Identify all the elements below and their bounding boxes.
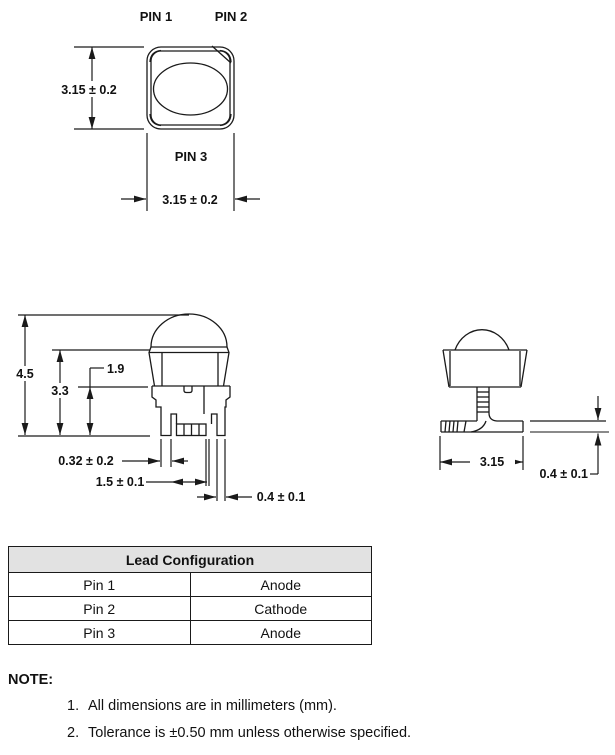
side-view-lead-thickness-dimension xyxy=(539,396,598,481)
side-view xyxy=(440,330,609,481)
pin1-label: PIN 1 xyxy=(139,9,173,24)
top-view-height-value: 3.15 ± 0.2 xyxy=(61,83,117,97)
table-title: Lead Configuration xyxy=(9,547,372,573)
notes-heading: NOTE: xyxy=(8,672,54,688)
note-number: 1. xyxy=(67,698,80,714)
front-view-standoff-dimension xyxy=(90,362,124,435)
top-view-package-outline xyxy=(147,46,234,129)
front-view-lead-pitch-dimension xyxy=(96,475,207,489)
lens-ellipse xyxy=(154,63,228,115)
lead-configuration-table xyxy=(8,546,372,645)
note-text: Tolerance is ±0.50 mm unless otherwise specified. xyxy=(88,725,412,741)
front-view xyxy=(12,314,305,504)
note-item xyxy=(67,697,608,715)
side-view-led-body xyxy=(443,330,527,387)
pin-cell: Pin 2 xyxy=(9,597,191,621)
side-view-bent-lead xyxy=(441,387,609,432)
top-view xyxy=(59,9,260,211)
side-width-value: 3.15 xyxy=(479,455,505,469)
overall-height-value: 4.5 xyxy=(16,367,34,381)
pin-cell: Pin 3 xyxy=(9,621,191,645)
table-row xyxy=(9,573,372,597)
body-height-value: 3.3 xyxy=(51,384,69,398)
pin-cell: Pin 1 xyxy=(9,573,191,597)
lead-thickness-value: 0.32 ± 0.2 xyxy=(58,454,114,468)
notes-section xyxy=(8,672,608,742)
note-number: 2. xyxy=(67,725,80,741)
side-lead-thickness-value: 0.4 ± 0.1 xyxy=(539,467,588,481)
dome-outline xyxy=(151,314,227,347)
function-cell: Cathode xyxy=(190,597,372,621)
top-view-width-value: 3.15 ± 0.2 xyxy=(162,193,218,207)
front-view-lead-width-dimension xyxy=(197,490,305,504)
top-view-width-dimension xyxy=(121,133,260,211)
front-view-body-height-dimension xyxy=(47,350,73,435)
function-cell: Anode xyxy=(190,621,372,645)
top-view-height-dimension xyxy=(59,47,144,129)
front-view-overall-height-dimension xyxy=(12,315,38,435)
dome-outline-side xyxy=(455,330,509,350)
front-view-lead-thickness-dimension xyxy=(58,454,188,468)
front-view-led-body xyxy=(149,314,230,386)
function-cell: Anode xyxy=(190,573,372,597)
lead-pitch-value: 1.5 ± 0.1 xyxy=(95,475,145,489)
table-row xyxy=(9,621,372,645)
lead-width-value: 0.4 ± 0.1 xyxy=(256,490,306,504)
note-text: All dimensions are in millimeters (mm). xyxy=(88,698,337,714)
table-row xyxy=(9,597,372,621)
side-view-width-dimension xyxy=(440,436,523,470)
standoff-value: 1.9 xyxy=(107,362,125,376)
front-view-leadframe xyxy=(152,386,230,436)
pin2-label: PIN 2 xyxy=(214,9,248,24)
note-item xyxy=(67,724,608,742)
pin3-label: PIN 3 xyxy=(174,149,208,164)
